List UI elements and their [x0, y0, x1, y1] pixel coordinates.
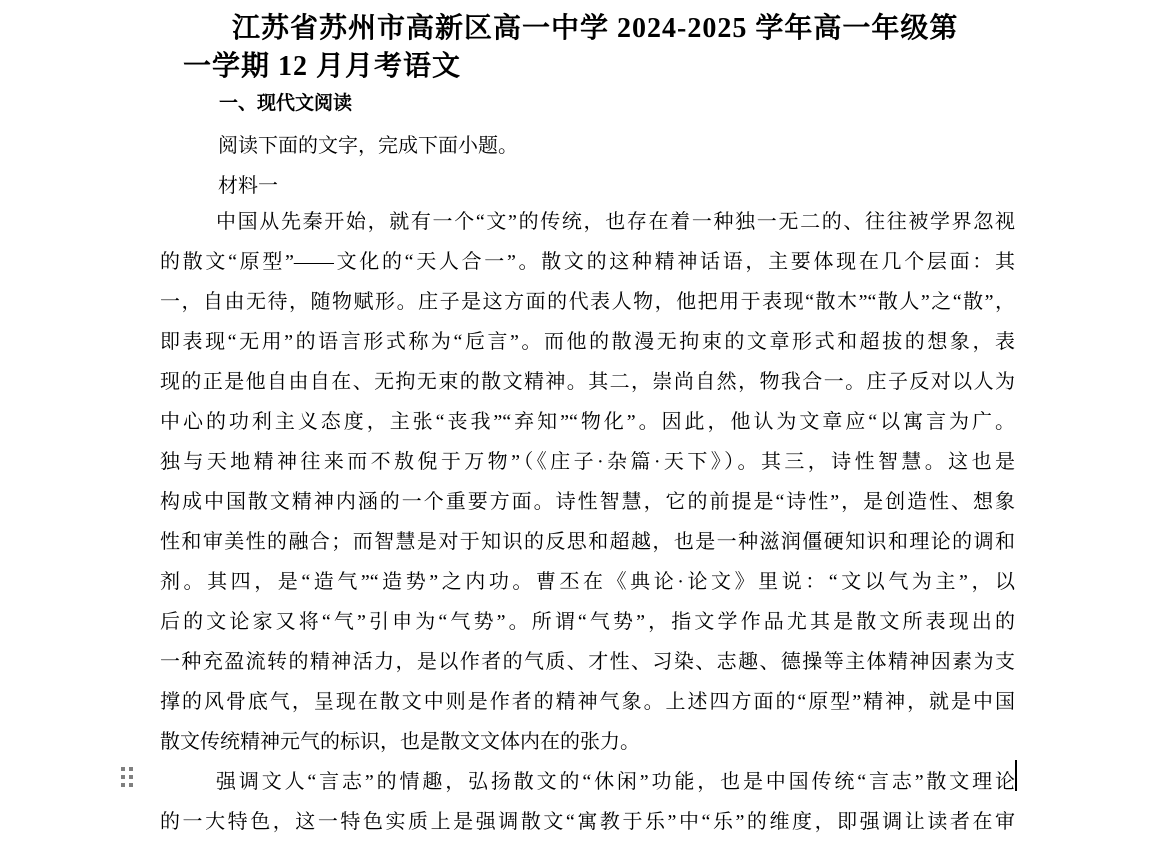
text-line[interactable]: 中国从先秦开始，就有一个“文”的传统，也存在着一种独一无二的、往往被学界忽视 — [216, 211, 1015, 233]
material-one-paragraph[interactable] — [160, 202, 1015, 762]
text-line[interactable]: 中心的功利主义态度，主张“丧我”“弃知”“物化”。因此，他认为文章应“以寓言为广。 — [160, 411, 1015, 433]
text-line[interactable]: 性和审美性的融合；而智慧是对于知识的反思和超越，也是一种滋润僵硬知识和理论的调和 — [160, 531, 1015, 553]
drag-handle-dot — [129, 783, 133, 787]
text-line[interactable]: 散文传统精神元气的标识，也是散文文体内在的张力。 — [160, 731, 640, 753]
text-line[interactable]: 后的文论家又将“气”引申为“气势”。所谓“气势”，指文学作品尤其是散文所表现出的 — [160, 611, 1015, 633]
text-line[interactable]: 构成中国散文精神内涵的一个重要方面。诗性智慧，它的前提是“诗性”，是创造性、想象 — [160, 491, 1015, 513]
drag-handle-dot — [129, 767, 133, 771]
text-line[interactable]: 的散文“原型”——文化的“天人合一”。散文的这种精神话语，主要体现在几个层面：其 — [160, 251, 1015, 273]
text-line[interactable]: 即表现“无用”的语言形式称为“卮言”。而他的散漫无拘束的文章形式和超拔的想象，表 — [160, 331, 1015, 353]
drag-handle-dot — [121, 775, 125, 779]
drag-handle-dot — [129, 775, 133, 779]
text-line[interactable]: 强调文人“言志”的情趣，弘扬散文的“休闲”功能，也是中国传统“言志”散文理论 — [216, 771, 1015, 793]
text-line[interactable]: 剂。其四，是“造气”“造势”之内功。曹丕在《典论·论文》里说：“文以气为主”，以 — [160, 571, 1015, 593]
document-title-line-2[interactable]: 一学期 12 月月考语文 — [183, 51, 462, 82]
material-label[interactable]: 材料一 — [218, 175, 278, 197]
drag-handle-dot — [121, 783, 125, 787]
second-paragraph[interactable] — [160, 762, 1015, 842]
instruction-text[interactable]: 阅读下面的文字，完成下面小题。 — [218, 135, 518, 157]
drag-handle-dot — [121, 767, 125, 771]
section-heading[interactable]: 一、现代文阅读 — [219, 93, 353, 114]
text-line[interactable]: 现的正是他自由自在、无拘无束的散文精神。其二，崇尚自然，物我合一。庄子反对以人为 — [160, 371, 1015, 393]
document-title-line-1[interactable]: 江苏省苏州市高新区高一中学 2024-2025 学年高一年级第 — [232, 13, 959, 44]
text-line[interactable]: 撑的风骨底气，呈现在散文中则是作者的精神气象。上述四方面的“原型”精神，就是中国 — [160, 691, 1015, 713]
text-line[interactable]: 独与天地精神往来而不敖倪于万物”（《庄子·杂篇·天下》）。其三，诗性智慧。这也是 — [160, 451, 1015, 473]
text-cursor-caret — [1015, 760, 1017, 791]
six-dot-drag-handle-icon[interactable] — [121, 767, 133, 787]
text-line[interactable]: 一种充盈流转的精神活力，是以作者的气质、才性、习染、志趣、德操等主体精神因素为支 — [160, 651, 1015, 673]
text-line[interactable]: 的一大特色，这一特色实质上是强调散文“寓教于乐”中“乐”的维度，即强调让读者在审 — [160, 811, 1015, 833]
text-line[interactable]: 一，自由无待，随物赋形。庄子是这方面的代表人物，他把用于表现“散木”“散人”之“散”， — [160, 291, 1015, 313]
